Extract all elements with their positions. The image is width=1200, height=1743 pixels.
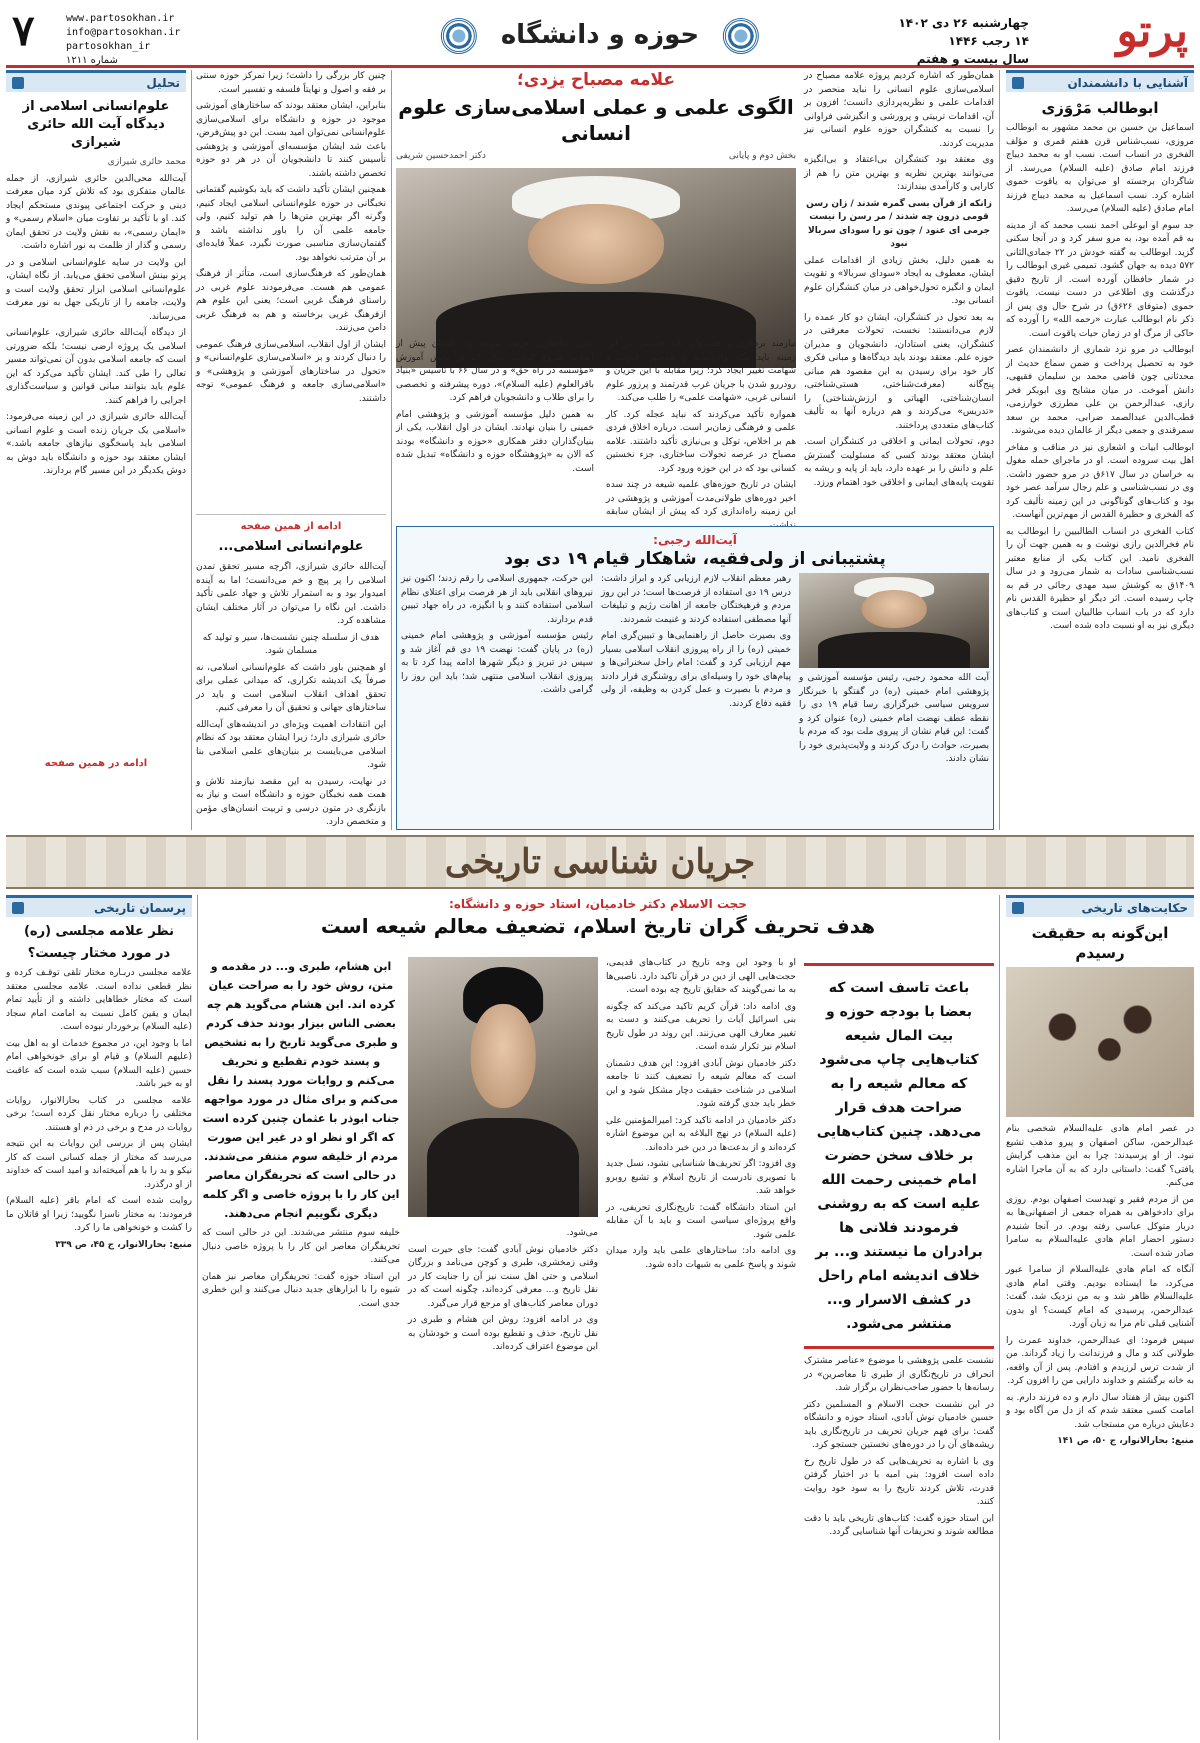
column-heading bbox=[1006, 895, 1194, 917]
paragraph: همان‌طور که فرهنگ‌سازی است، متأثر از فرهنگ عمومی هم هست. می‌فرمودند علوم غربی در راستای فرهنگ غربی است؛ یعنی این علوم هم ازفرهنگ غربی برخاسته و هم به فرهنگ غربی دامن می‌زنند. bbox=[196, 269, 386, 333]
top-section bbox=[6, 70, 1194, 830]
paragraph: این استاد حوزه گفت: تحریفگران معاصر نیز همان شیوه را با ابزارهای جدید دنبال می‌کنند و این خطری جدی است. bbox=[202, 1271, 400, 1309]
year-label: سال بیست و هفتم bbox=[916, 52, 1029, 66]
continued-on-label[interactable]: ادامه در همین صفحه bbox=[44, 757, 148, 769]
khademian-col-c1 bbox=[408, 1227, 598, 1358]
paragraph: وی بصیرت حاصل از راهنمایی‌ها و تبیین‌گری امام خمینی (ره) را از راه پیروزی انقلاب اسلامی بسیار مهم ارزیابی کرد و گفت: امام راحل سخنرانی‌ها و پیام‌های خود را وسیله‌ای برای روشنگری قرار دادند و مردم با بصیرت و عمل کردن به وظیفه، از ولی فقیه دفاع کردند. bbox=[601, 631, 791, 709]
rajabi-body bbox=[401, 573, 989, 813]
paragraph: وی ادامه داد: قرآن کریم تاکید می‌کند که چگونه بنی اسرائیل آیات را تحریف می‌کنند و دست به تغییر معارف الهی می‌زنند. این روند در طول تاریخ اسلام نیز تکرار شده است. bbox=[606, 1001, 796, 1052]
paragraph: ابوطالب ابیات و اشعاری نیز در مناقب و مفاخر اهل بیت سروده است. او در ماجرای حمله مغول به خراسان در سال ۶۱۷ق در مرو حضور داشت. وی در نسب‌شناسی و علم رجال سرآمد عصر خود بود و کتاب‌های گوناگونی در این زمینه تألیف کرد که الفخری و حظیرة القدس از مهم‌ترین آنهاست. bbox=[1006, 442, 1195, 520]
paragraph: خلیفه سوم منتشر می‌شدند. این در حالی است که تحریفگران معاصر این کار را با پروژه خاصی دنبال می‌کنند. bbox=[202, 1228, 400, 1265]
continued-column bbox=[196, 70, 386, 830]
date-solar: چهارشنبه ۲۶ دی ۱۴۰۲ bbox=[898, 16, 1029, 30]
pullquote: باعث تاسف است که بعضا با بودجه حوزه و بیت المال شیعه کتاب‌هایی چاپ می‌شود که معالم شیعه را به صراحت هدف قرار می‌دهد. چنین کتاب‌هایی بر خلاف سخن حضرت امام خمینی رحمت الله علیه است که به روشنی فرمودند فلانی ها برادران ما نیستند و... بر خلاف اندیشه امام راحل در کشف الاسرار و... منتشر می‌شود. bbox=[804, 963, 994, 1349]
email-link[interactable]: info@partosokhan.ir bbox=[66, 27, 181, 38]
column-divider bbox=[391, 70, 392, 830]
rosary-image bbox=[1006, 967, 1194, 1117]
rajabi-speaker: آیت‌الله رجبی: bbox=[653, 533, 737, 547]
face-shape bbox=[528, 204, 664, 284]
questioner-column bbox=[6, 895, 192, 1740]
column-divider bbox=[999, 895, 1000, 1740]
robe-shape bbox=[427, 1118, 579, 1217]
paragraph: وی در ادامه افزود: روش ابن هشام و طبری در نقل تاریخ، حذف و تقطیع بوده است و خودشان به این موضوع اعتراف کرده‌اند. bbox=[408, 1315, 598, 1352]
issue-dates bbox=[898, 14, 1029, 68]
paragraph: ابوطالب در مرو نزد شماری از دانشمندان عصر خود به تحصیل پرداخت و ضمن سماع حدیث از محدثانی چون قاضی محمد بن سلیمان فقیهی، دانش آموخت. در میان مشایخ وی ابوبکر فخر رازی، عبدالرحمن بن علی مطرزی خوارزمی، قطب‌الدین عبدالصمد ضرابی، محمد بن سعد سمرقندی و جمعی دیگر از عالمان دیده می‌شوند. bbox=[1006, 345, 1194, 436]
paragraph: وی با اشاره به تحریف‌هایی که در طول تاریخ رخ داده است افزود: بنی امیه با در اختیار گرفتن قدرت، تلاش کردند تاریخ را به سود خود روایت کنند. bbox=[804, 1456, 994, 1507]
story-column bbox=[1006, 895, 1194, 1740]
rajabi-header bbox=[401, 531, 989, 569]
khademian-col-c-text bbox=[202, 1227, 598, 1358]
byline bbox=[396, 150, 796, 164]
paragraph: دکتر خادمیان در ادامه تاکید کرد: امیرالمؤمنین علی (علیه السلام) در نهج البلاغه به این موضوع اشاره کرده‌اند و از بدعت‌ها در دین خبر داده‌اند. bbox=[606, 1115, 796, 1153]
rajabi-text-right bbox=[799, 573, 989, 813]
banner-title: جریان شناسی تاریخی bbox=[444, 841, 756, 882]
mesbah-header bbox=[396, 70, 796, 368]
rajabi-box bbox=[396, 526, 994, 830]
paragraph: آیت‌الله محی‌الدین حائری شیرازی، از جمله عالمان متفکری بود که تلاش کرد میان معرفت دینی و حرکت اجتماعی پیوندی مستحکم ایجاد کند. او با تأکید بر تفاوت میان «اسلام رسمی» و «ایمان رسمی»، به نقش ولایت در تحقق ایمان رسمی و گذار از ظلمت به نور اشاره داشت. bbox=[6, 173, 186, 251]
poem: زانکه از قرآن بسی گمره شدند / زان رسن قومی درون چه شدند / مر رسن را نیست جرمی ای عنود / چون تو را سودای سربالا نبود bbox=[806, 198, 992, 249]
section-marker-icon bbox=[1012, 902, 1024, 914]
paragraph: دوم، تحولات ایمانی و اخلاقی در کنشگران است. ایشان معتقد بودند کسی که مسئولیت گسترش علم و دانش را بر عهده دارد، باید از پایه و ریشه به تقویت پایه‌های ایمانی و اخلاقی خود اهتمام ورزد. bbox=[804, 437, 994, 488]
article-title[interactable]: هدف تحریف گران تاریخ اسلام، تضعیف معالم شیعه است bbox=[320, 914, 876, 938]
paragraph: می‌شود. bbox=[566, 1228, 598, 1238]
article-title[interactable]: ابوطالب مَرْوَزی bbox=[1041, 99, 1159, 117]
paragraph: آیت‌الله حائری شیرازی، اگرچه مسیر تحقق تمدن اسلامی را پر پیچ و خم می‌دانست؛ اما به آینده امیدوار بود و به استمرار تلاش و جهاد علمی تأکید داشت. این نگاه را می‌توان در آثار مختلف ایشان مشاهده کرد. bbox=[196, 562, 386, 626]
paragraph: وی افزود: اگر تحریف‌ها شناسایی نشود، نسل جدید با تصویری نادرست از تاریخ اسلام و تشیع روبرو خواهد شد. bbox=[606, 1159, 796, 1196]
face-shape bbox=[862, 590, 927, 628]
paragraph: اما با وجود این، در مجموع خدمات او به اهل بیت (علیهم السلام) و قیام او برای خونخواهی امام حسین (علیه السلام) سبب شده است که عاقبت او به خیر باشد. bbox=[6, 1038, 192, 1089]
column-heading-text: حکایت‌های تاریخی bbox=[1081, 900, 1188, 915]
article-part: بخش دوم و پایانی bbox=[728, 151, 796, 161]
photo-and-quote bbox=[202, 957, 598, 1227]
paragraph: دکتر خادمیان نوش آبادی گفت: جای حیرت است وقتی زمخشری، طبری و کوچن می‌نامد و بزرگان اسلامی و حتی اهل سنت نیز آن را جنایت کار در نقل تاریخ و... معرفی کرده‌اند، چگونه است که در دوران معاصر کتاب‌های او مرجع قرار می‌گیرد. bbox=[408, 1244, 598, 1309]
page-number: ۷ bbox=[12, 6, 35, 55]
khademian-col-b bbox=[606, 957, 796, 1740]
rajabi-title[interactable]: پشتیبانی از ولی‌فقیه، شاهکار قیام ۱۹ دی بود bbox=[504, 549, 886, 569]
paragraph: ایشان پس از بررسی این روایات به این نتیجه می‌رسد که مختار از جمله کسانی است که کار نیکو و بد را با هم آمیخته‌اند و امید است که خداوند از او درگذرد. bbox=[6, 1139, 192, 1190]
paragraph: من از مردم فقیر و تهیدست اصفهان بودم. روزی برای دادخواهی به همراه جمعی از اصفهانی‌ها به دربار متوکل عباسی رفته بودم. در آنجا شنیدم دستور احضار امام هادی علیه‌السلام به سامرا صادر شده است. bbox=[1006, 1194, 1194, 1259]
paragraph: از دیدگاه آیت‌الله حائری شیرازی، علوم‌انسانی اسلامی یک پروژه ارضی نیست؛ بلکه ضرورتی است که جامعه اسلامی بدون آن نمی‌تواند مسیر تعالی را طی کند. ایشان تأکید می‌کرد که این علوم باید بتوانند مبانی قوانین و سیاست‌گذاری اجرایی را فراهم کنند. bbox=[6, 328, 186, 406]
rosette-ornament-icon bbox=[723, 18, 759, 54]
column-divider bbox=[191, 70, 192, 830]
paragraph: اکنون بیش از هفتاد سال دارم و ده فرزند دارم. به امامت کسی معتقد شدم که از دل من آگاه بود و دعایش درباره من مستجاب شد. bbox=[1006, 1392, 1194, 1430]
paragraph: نیازمند بردباری و همت‌های بلند هستیم. در این زمینه باید نگاه واقع‌بینانه و همچنین قدرت و شهامت تغییر ایجاد کرد؛ زیرا مقابله با این جریان و رودررو شدن با جریان غرب قدرتمند و پرزور علوم انسانی غربی، «شهامت علمی» را طلب می‌کند. bbox=[606, 339, 796, 403]
mesbah-text-mid bbox=[606, 338, 796, 518]
article-title[interactable]: این‌گونه به حقیقت رسیدم bbox=[1031, 924, 1169, 962]
article-kicker[interactable]: علامه مصباح یزدی؛ bbox=[516, 70, 676, 90]
paragraph: وی معتقد بود کنشگران بی‌اعتقاد و بی‌انگیزه می‌توانند بهترین نظریه و بهترین متن را هم از کارایی و کارآمدی بیندازند: bbox=[804, 155, 994, 192]
article-author: محمد حائری شیرازی bbox=[107, 157, 186, 167]
social-handle[interactable]: partosokhan_ir bbox=[66, 41, 151, 52]
article-header bbox=[202, 895, 994, 939]
mesbah-article bbox=[396, 70, 994, 830]
paragraph: اسماعیل بن حسین بن محمد مشهور به ابوطالب مروزی، نسب‌شناس قرن هفتم قمری و مؤلف الفخری در انساب است. نسب او به محمد دیباج فرزند امام صادق (علیه السلام) می‌رسد. از شاگردان برجسته او می‌توان به یاقوت حموی اشاره کرد. نسب اسماعیل به محمد دیباج فرزند امام صادق (علیه السلام) می‌رسد. bbox=[1006, 123, 1194, 214]
khademian-col-c bbox=[202, 957, 598, 1740]
paragraph: رئیس مؤسسه آموزشی و پژوهشی امام خمینی (ره) در پایان گفت: نهضت ۱۹ دی قم آغاز شد و سپس در تبریز و دیگر شهرها ادامه پیدا کرد تا به پیروزی انقلاب اسلامی منتهی شد؛ باید این روز را گرامی داشت. bbox=[401, 631, 593, 695]
contact-info bbox=[66, 12, 180, 68]
rajabi-text-mid bbox=[601, 573, 791, 813]
article-body bbox=[1006, 1123, 1194, 1743]
paragraph: ایشان در تاریخ حوزه‌های علمیه شیعه در چند سده اخیر دوره‌های طولانی‌مدت آموزشی و پژوهشی در این زمینه راه‌اندازی کرد که پیش از ایشان سابقه bbox=[606, 480, 796, 517]
masthead bbox=[6, 6, 1194, 68]
paragraph: جد سوم او ابوعلی احمد نسب محمد که از مدینه به قم آمده بود، به مرو سفر کرد و در آنجا سکنی گزید. ابوطالب به گفته خودش در ۲۲ جمادی‌الثانی ۵۷۲ دیده به جهان گشود. تمیمی غیری ابوطالب را در شمار حافظان آورده است. از تاریخ دقیق درگذشت وی اطلاعی در دست نیست. یاقوت حموی (متوفای ۶۲۶ق) در شرح حال وی پس از ذکر نام ابوطالب عبارت «رحمه الله» را آورده که حاکی از مرگ او در زمان حیات یاقوت است. bbox=[1006, 220, 1194, 339]
paragraph: در این نشست حجت الاسلام و المسلمین دکتر حسین خادمیان نوش آبادی، استاد حوزه و دانشگاه گفت: برای فهم جریان تحریف در تاریخ‌نگاری باید ریشه‌های آن را در دوره‌های نخستین جستجو کرد. bbox=[804, 1399, 994, 1450]
paragraph: بنابراین، ایشان معتقد بودند که ساختارهای آموزشی موجود در حوزه و دانشگاه برای اسلامی‌سازی علوم‌انسانی نمی‌توان امید بست. این دو پیش‌فرض، باعث شد ایشان مؤسسه‌ای آموزشی و پژوهشی تأسیس کنند تا دانشجویان آن در هر دو حوزه تخصص داشته باشند. bbox=[196, 101, 386, 179]
article-body bbox=[6, 173, 186, 753]
article-title[interactable]: الگوی علمی و عملی اسلامی‌سازی علوم انسانی bbox=[398, 95, 794, 145]
section-marker-icon bbox=[12, 77, 24, 89]
rosette-ornament-icon bbox=[441, 18, 477, 54]
continued-text bbox=[196, 70, 386, 510]
scholar-column bbox=[1006, 70, 1194, 830]
paragraph: علامه مجلسی دربـاره مختار تلقی توقـف کرده و نظر قطعی نداده است. علامه مجلسی معتقد است که مختار خطاهایی داشته و از تأیید تمام ایمان و یقین کامل نسبت به امامت امام سجاد (علیه السلام) برخوردار نبوده است. bbox=[6, 968, 192, 1032]
paragraph: سپس فرمود: ای عبدالرحمن، خداوند عمرت را طولانی کند و مال و فرزندانت را زیاد گرداند. من از شدت ترس لرزیدم و افتادم. پس از آن واقعه، به خانه برگشتم و خداوند دارایی من را افزون کرد. bbox=[1006, 1335, 1194, 1386]
paragraph: به بعد تحول در کنشگران، ایشان دو کار عمده را لازم می‌دانستند: نخست، تحولات معرفتی در کنشگران، یعنی استادان، دانشجویان و مدیران حوزه علم. معتقد بودند باید دیدگاه‌ها و مبانی فکری کار خود برای رسیدن به این مقصود هم مبانی پنج‌گانه (معرفت‌شناختی، هستی‌شناختی، انسان‌شناختی، الهیاتی و ارزش‌شناختی) را «تدریس» می‌کردند و هم درباره آنها به تألیف کتاب‌های متعددی پرداختند. bbox=[804, 312, 994, 431]
column-heading bbox=[6, 70, 186, 92]
khademian-col-a bbox=[804, 957, 994, 1740]
paragraph: نشست علمی پژوهشی با موضوع «عناصر مشترک انحراف در تاریخ‌نگاری از طبری تا معاصرین» در رسانه‌ها با حضور صاحب‌نظران برگزار شد. bbox=[804, 1356, 994, 1393]
section-banner bbox=[6, 835, 1194, 889]
source-note: منبع: بحارالانوار، ج ۵۰، ص ۱۴۱ bbox=[1057, 1436, 1194, 1446]
paragraph: رهبر معظم انقلاب لازم ارزیابی کرد و ابراز داشت: درس ۱۹ دی استفاده از فرصت‌ها است؛ در این روز مردم و فرهیختگان جامعه از اهانت رژیم و تبلیغات آنها مصطفی استفاده کردند و غنیمت شمردند. bbox=[601, 574, 791, 625]
paragraph: به همین دلیل، بخش زیادی از اقدامات عملی ایشان، معطوف به ایجاد «سودای سربالا» و تقویت ایمان و انگیزه تحول‌خواهی در میان کنشگران علوم انسانی بود. bbox=[804, 255, 994, 306]
paragraph: روایت شده است که امام باقر (علیه السلام) فرمودند: به مختار ناسزا نگویید؛ زیرا او قاتلان ما را کشت و خونخواهی ما را کرد. bbox=[6, 1196, 192, 1233]
paragraph: وی ادامه داد: ساختارهای علمی باید وارد میدان شوند و پاسخ علمی به شبهات داده شود. bbox=[606, 1246, 796, 1270]
paragraph: در عصر امام هادی علیه‌السلام شخصی بنام عبدالرحمن، ساکن اصفهان و پیرو مذهب تشیع نبود. از او پرسیدند: چرا به این مذهب گرایش یافتی؟ گفت: داستانی دارد که به آن ماجرا اشاره می‌کنم. bbox=[1006, 1124, 1194, 1188]
paragraph: همچنین ایشان تأکید داشت که باید بکوشیم گفتمانی نخبگانی در حوزه علوم‌انسانی اسلامی ایجاد کنیم، وگرنه اگر بهترین متن‌ها را هم تولید کنیم، ولی جامعه علمی آن را باور نداشته باشد و گفتمان‌سازی مناسبی صورت نگیرد، عملاً فایده‌ای بر آن مترتب نخواهد بود. bbox=[196, 185, 386, 263]
column-heading bbox=[1006, 70, 1194, 92]
article-author: دکتر احمدحسین شریفی bbox=[396, 151, 486, 161]
paragraph: این حرکت، جمهوری اسلامی را رقم زدند؛ اکنون نیز نیروهای انقلابی باید از هر فرصت برای اعتلای نظام اسلامی استفاده کنند و با انگیزه، در راه جهاد تبیین قدم بردارند. bbox=[401, 574, 593, 625]
continued-from-label: ادامه از همین صفحه bbox=[240, 521, 342, 532]
paragraph: چنین کار بزرگی را داشت؛ زیرا تمرکز حوزه سنتی بر فقه و اصول و نهایتاً فلسفه و تفسیر است. bbox=[196, 71, 386, 95]
mesbah-text-right bbox=[804, 70, 994, 580]
article-title-line1[interactable]: نظر علامه مجلسی (ره) bbox=[23, 924, 175, 939]
paragraph: کتاب الفخری در انساب الطالبیین را ابوطالب به نام فخرالدین رازی نوشت و به همین جهت آن را الفخری نامید. این کتاب یکی از منابع معتبر نسب‌شناسی سادات به شمار می‌رود و در سال ۱۴۰۹ق به کوشش سید مهدی رجائی در قم به چاپ رسیده است. اثر دیگر او حظیرة القدس نام دارد که در باب انساب طالبیان است و کتاب‌های دیگری نیز به او نسبت داده شده است. bbox=[1006, 526, 1194, 631]
article-body bbox=[1006, 122, 1194, 634]
paragraph: هدف از سلسله چنین نشست‌ها، سیر و تولید که مسلمان شود. bbox=[202, 632, 380, 656]
section-marker-icon bbox=[12, 902, 24, 914]
paragraph: او همچنین باور داشت که علوم‌انسانی اسلامی، نه صرفاً یک اندیشه تکراری، که میدانی عملی برای تحقق اهداف انقلاب اسلامی است و باید در ساختارهای جهانی و تحقیق آن را معرفی کنیم. bbox=[196, 662, 386, 713]
bottom-section bbox=[6, 895, 1194, 1740]
paragraph: او با وجود این وجه تاریخ در کتاب‌های قدیمی، حجت‌هایی الهی از دین در قرآن تاکید دارد. ناصبی‌ها به ما نمی‌گویند که حقایق تاریخ چه بوده است. bbox=[606, 958, 796, 995]
continued-text-2 bbox=[196, 561, 386, 827]
article-title[interactable]: علوم‌انسانی اسلامی از دیدگاه آیت الله حائری شیرازی bbox=[22, 99, 170, 150]
column-heading bbox=[6, 895, 192, 917]
paragraph: علامه مجلسی در کتاب بحارالانوار، روایات مختلفی را درباره مختار نقل کرده است؛ برخی روایات در مدح و برخی در ذم او هستند. bbox=[6, 1095, 192, 1133]
date-lunar: ۱۴ رجب ۱۴۴۶ bbox=[948, 34, 1029, 48]
paragraph: این ولایت در سایه علوم‌انسانی اسلامی و در پرتو بینش اسلامی تحقق می‌یابد. از نگاه ایشان، علوم‌انسانی اسلامی ابزار تحقق ولایت است و ولایت، جامعه را از تاریکی جهل به نور معرفت می‌رساند. bbox=[6, 257, 186, 322]
article-title-line2[interactable]: در مورد مختار چیست؟ bbox=[27, 946, 171, 961]
rajabi-photo bbox=[799, 573, 989, 668]
mesbah-text-mid2 bbox=[396, 338, 594, 518]
paragraph: دکتر خادمیان نوش آبادی افزود: این هدف دشمنان است که معالم شیعه را تضعیف کنند تا جامعه اسلامی در شناخت حقیقت دچار مشکل شود و این خطر باید جدی گرفته شود. bbox=[606, 1058, 796, 1109]
paragraph: همان‌طور که اشاره کردیم پروژه علامه مصباح در اسلامی‌سازی علوم انسانی را نباید منحصر در اقدامات علمی و نظریه‌پردازی دانست؛ افزون بر آن، اقدامات تربیتی و پرورشی و انگیزشی فراوانی را نسبت به کنشگران حوزه علوم انسانی نیز مدیریت کردند. bbox=[804, 71, 994, 149]
issue-number: شماره ۱۲۱۱ bbox=[66, 55, 118, 66]
paragraph: آیت‌الله حائری شیرازی در این زمینه می‌فرمود: «اسلامی یک جریان زنده است و علوم انسانی اسلامی باید پاسخگوی نیازهای جامعه باشد.» ایشان معتقد بود حوزه و دانشگاه باید دوش به دوش یکدیگر در این مسیر گام بردارند. bbox=[6, 412, 186, 476]
face-shape bbox=[471, 1004, 536, 1108]
rajabi-text-left bbox=[401, 573, 593, 813]
column-heading-text: پرسمان تاریخی bbox=[94, 900, 186, 915]
article-body bbox=[6, 967, 192, 1727]
paragraph: ایشان از اول انقلاب، اسلامی‌سازی فرهنگ عمومی را دنبال کردند و بر «اسلامی‌سازی علوم‌انسانی» و «تحول در ساختارهای آموزشی و پژوهشی» و «اسلامی‌سازی جامعه و فرهنگ عمومی» توجه داشتند. bbox=[196, 339, 386, 404]
column-divider bbox=[197, 895, 198, 1740]
khademian-photo bbox=[408, 957, 598, 1217]
paragraph: آیت الله محمود رجبی، رئیس مؤسسه آموزشی و پژوهشی امام خمینی (ره) در گفتگو با خبرنگار سرویس سیاسی خبرگزاری رسا قیام ۱۹ دی را نقطه عطف نهضت امام خمینی (ره) عنوان کرد و گفت: این قیام نشان از پیروی ملت بود که مردم با بصیرت، حوادث را درک کردند و ولایت‌پذیری خود را نشان دادند. bbox=[799, 673, 989, 764]
paragraph: این استاد دانشگاه گفت: تاریخ‌نگاری تحریفی، در واقع پروژه‌ای سیاسی است و باید با آن مقابله علمی شود. bbox=[606, 1202, 796, 1240]
source-note: منبع: بحارالانوار، ج ۴۵، ص ۳۳۹ bbox=[55, 1239, 192, 1250]
column-divider bbox=[999, 70, 1000, 830]
section-name: حوزه و دانشگاه bbox=[500, 20, 700, 50]
paragraph: آنگاه که امام هادی علیه‌السلام از سامرا عبور می‌کرد، ما ایستاده بودیم. وقتی امام هادی علیه‌السلام ظاهر شد و به من نزدیک شد، گفت: عبدالرحمن، پرسیدی که امام کیست؟ او بدون آشنایی قبلی نام مرا به زبان آورد. bbox=[1006, 1265, 1194, 1329]
column-heading-text: تحلیل bbox=[146, 75, 180, 90]
paragraph: در نهایت، رسیدن به این مقصد نیازمند تلاش و همت همه نخبگان حوزه و دانشگاه است و نیاز به بازنگری در متون درسی و تربیت انسان‌های مؤمن و متخصص دارد. bbox=[196, 776, 386, 827]
paragraph: این انتقادات اهمیت ویژه‌ای در اندیشه‌های آیت‌الله حائری شیرازی دارد؛ زیرا ایشان معتقد بود که نظام اسلامی می‌بایست بر بنیان‌های علمی اسلامی بنا شود. bbox=[196, 719, 386, 770]
divider bbox=[196, 514, 386, 515]
continued-title[interactable]: علوم‌انسانی اسلامی... bbox=[218, 539, 364, 554]
khademian-article bbox=[202, 895, 994, 1740]
pullquote-left: ابن هشام، طبری و... در مقدمه و متن، روش خود را به صراحت عیان کرده اند. ابن هشام می‌گوید هم چه بعضی الناس بیزار بودند حذف کردم و طبری می‌گوید تاریخ را به تشخیص و پسند خودم تقطیع و تحریف می‌کنم و روایات مورد پسند را نقل می‌کنم و برای مثال در مورد مواجهه جناب ابوذر با عثمان چنین کرده است که اگر او نظر او در غیر این صورت مردم از خلیفه سوم متنفر می‌شدند. در حالی است که تحریفگران معاصر این کار را با پروژه خاصی و اگر کلمه دیگری نگوییم انجام می‌دهند. bbox=[202, 960, 400, 1220]
analysis-column bbox=[6, 70, 186, 830]
robe-shape bbox=[818, 632, 970, 668]
paragraph: به همین دلیل مؤسسه آموزشی و پژوهشی امام خمینی را بنیان نهادند. ایشان در اول انقلاب، یکی از بنیان‌گذاران دفتر همکاری «حوزه و دانشگاه» بودند که الان به «پژوهشگاه حوزه و دانشگاه» تبدیل شده است. bbox=[396, 409, 594, 474]
newspaper-logo[interactable]: پرتو bbox=[1116, 6, 1188, 57]
column-heading-text: آشنایی با دانشمندان bbox=[1067, 75, 1188, 90]
article-kicker: حجت الاسلام دکتر خادمیان، استاد حوزه و دانشگاه: bbox=[449, 897, 747, 911]
section-title bbox=[441, 16, 759, 55]
paragraph: چنین ساختاری تعریف نکرده بود. ایشان پیش از انقلاب شروع کردند. سال ۵۴ در بخش آموزش «مؤسسه در راه حق» و در سال ۶۶ با تأسیس «بنیاد باقرالعلوم (علیه السلام)»، دوره پیشرفته و تخصصی را برای طلاب و دانشجویان فراهم کرد. bbox=[396, 339, 594, 403]
section-marker-icon bbox=[1012, 77, 1024, 89]
paragraph: همواره تأکید می‌کردند که نباید عجله کرد. کار علمی و فرهنگی زمان‌بر است. درباره اخلاق فردی هم بر اخلاص، توکل و بی‌نیازی تأکید داشتند. علامه مصباح در عرصه تحولات ساختاری، جزء نخستین کسانی بود که در این حوزه ورود کرد. bbox=[606, 409, 796, 474]
khademian-col-c2 bbox=[202, 1227, 400, 1358]
website-link[interactable]: www.partosokhan.ir bbox=[66, 13, 175, 24]
paragraph: این استاد حوزه گفت: کتاب‌های تاریخی باید با دقت مطالعه شوند و تحریفات آنها شناسایی گردد. bbox=[804, 1513, 994, 1537]
